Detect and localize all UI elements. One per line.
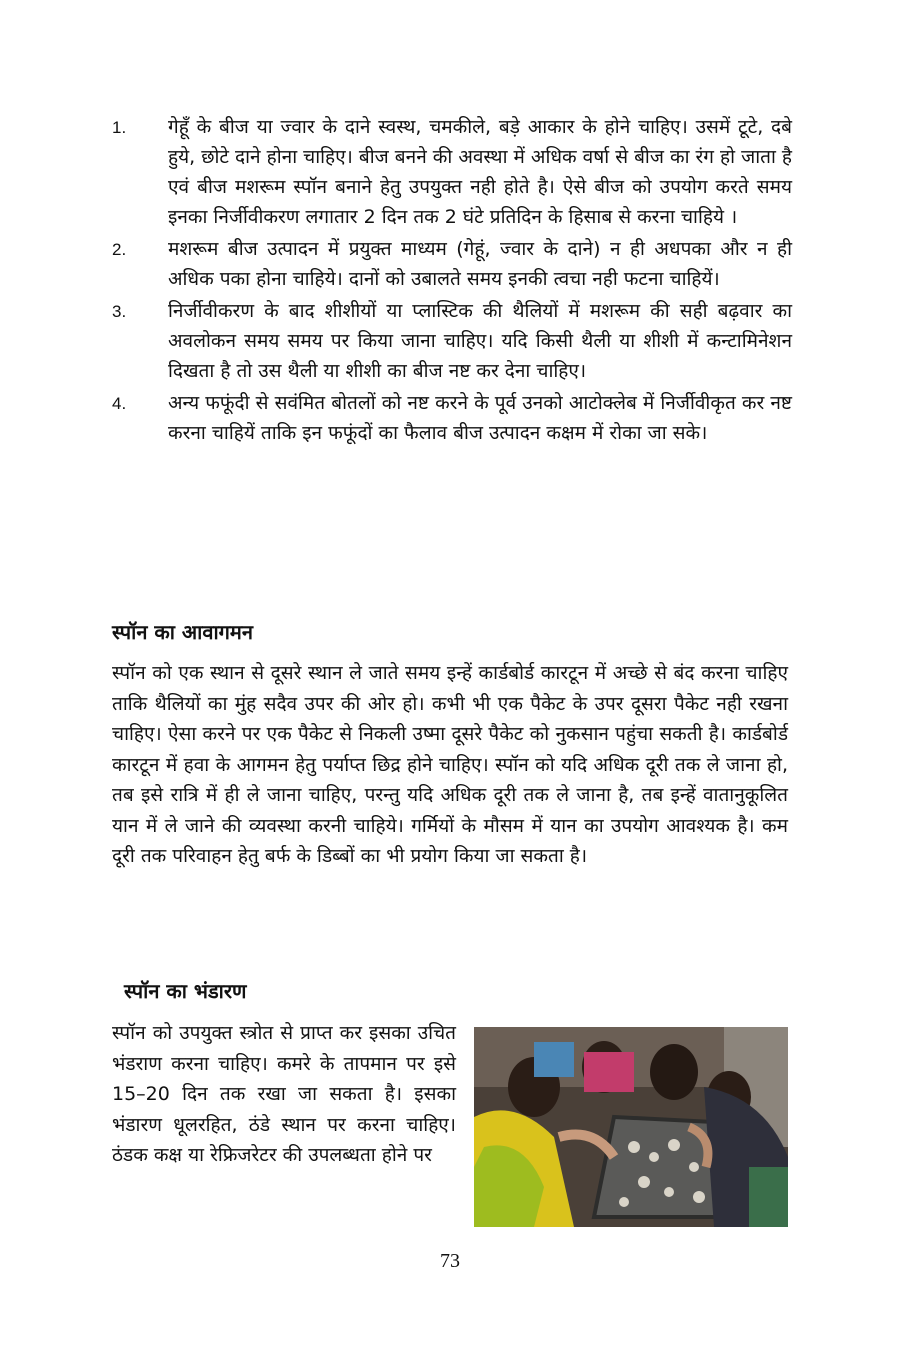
list-item-number: 1. bbox=[112, 118, 127, 137]
list-item-text: मशरूम बीज उत्पादन में प्रयुक्त माध्यम (गेहूं, ज्वार के दाने) न ही अधपका और न ही अधिक पका होना चाहिये। दानों को उबालते समय इनकी त्वचा नही फटना चाहियें। bbox=[168, 238, 792, 290]
section-paragraph-storage: स्पॉन को उपयुक्त स्त्रोत से प्राप्त कर इसका उचित भंडराण करना चाहिए। कमरे के तापमान पर इसे 15–20 दिन तक रखा जा सकता है। इसका भंडारण धूलरहित, ठंडे स्थान पर करना चाहिए। ठंडक कक्ष या रेफ्रिजरेटर की उपलब्धता होने पर bbox=[112, 1022, 456, 1166]
list-item bbox=[112, 296, 792, 386]
photo-illustration bbox=[474, 1027, 788, 1227]
section-heading-transport: स्पॉन का आवागमन bbox=[112, 620, 253, 644]
list-item-number: 3. bbox=[112, 302, 127, 321]
list-item-text: गेहूँ के बीज या ज्वार के दाने स्वस्थ, चमकीले, बड़े आकार के होने चाहिए। उसमें टूटे, दबे हुये, छोटे दाने होना चाहिए। बीज बनने की अवस्था में अधिक वर्षा से बीज का रंग हो जाता है एवं बीज मशरूम स्पॉन बनाने हेतु उपयुक्त नही होते है। ऐसे बीज को उपयोग करते समय इनका निर्जीवीकरण लगातार 2 दिन तक 2 घंटे प्रतिदिन के हिसाब से करना चाहिये । bbox=[168, 116, 792, 228]
list-item-number: 4. bbox=[112, 394, 127, 413]
section-heading-storage: स्पॉन का भंडारण bbox=[124, 979, 247, 1003]
numbered-list bbox=[112, 112, 792, 450]
section-paragraph-transport: स्पॉन को एक स्थान से दूसरे स्थान ले जाते समय इन्हें कार्डबोर्ड कारटून में अच्छे से बंद करना चाहिए ताकि थैलियों का मुंह सदैव उपर की ओर हो। कभी भी एक पैकेट के उपर दूसरा पैकेट नही रखना चाहिए। ऐसा करने पर एक पैकेट से निकली उष्मा दूसरे पैकेट को नुकसान पहुंचा सकती है। कार्डबोर्ड कारटून में हवा के आगमन हेतु पर्याप्त छिद्र होने चाहिए। स्पॉन को यदि अधिक दूरी तक ले जाना हो, तब इसे रात्रि में ही ले जाना चाहिए, परन्तु यदि अधिक दूरी तक ले जाना है, तब इन्हें वातानुकूलित यान में ले जाने की व्यवस्था करनी चाहिये। गर्मियों के मौसम में यान का उपयोग आवश्यक है। कम दूरी तक परिवाहन हेतु बर्फ के डिब्बों का भी प्रयोग किया जा सकता है। bbox=[112, 662, 788, 867]
list-item-number: 2. bbox=[112, 240, 127, 259]
list-item bbox=[112, 112, 792, 232]
list-item bbox=[112, 388, 792, 448]
list-item-text: निर्जीवीकरण के बाद शीशीयों या प्लास्टिक की थैलियों में मशरूम की सही बढ़वार का अवलोकन समय समय पर किया जाना चाहिए। यदि किसी थैली या शीशी में कन्टामिनेशन दिखता है तो उस थैली या शीशी का बीज नष्ट कर देना चाहिए। bbox=[168, 300, 792, 382]
page-number: 73 bbox=[440, 1250, 460, 1272]
spawn-preparation-photo bbox=[474, 1027, 788, 1227]
list-item bbox=[112, 234, 792, 294]
list-item-text: अन्य फफूंदी से सवंमित बोतलों को नष्ट करने के पूर्व उनको आटोक्लेब में निर्जीवीकृत कर नष्ट करना चाहियें ताकि इन फफूंदों का फैलाव बीज उत्पादन कक्षम में रोका जा सके। bbox=[168, 392, 792, 444]
